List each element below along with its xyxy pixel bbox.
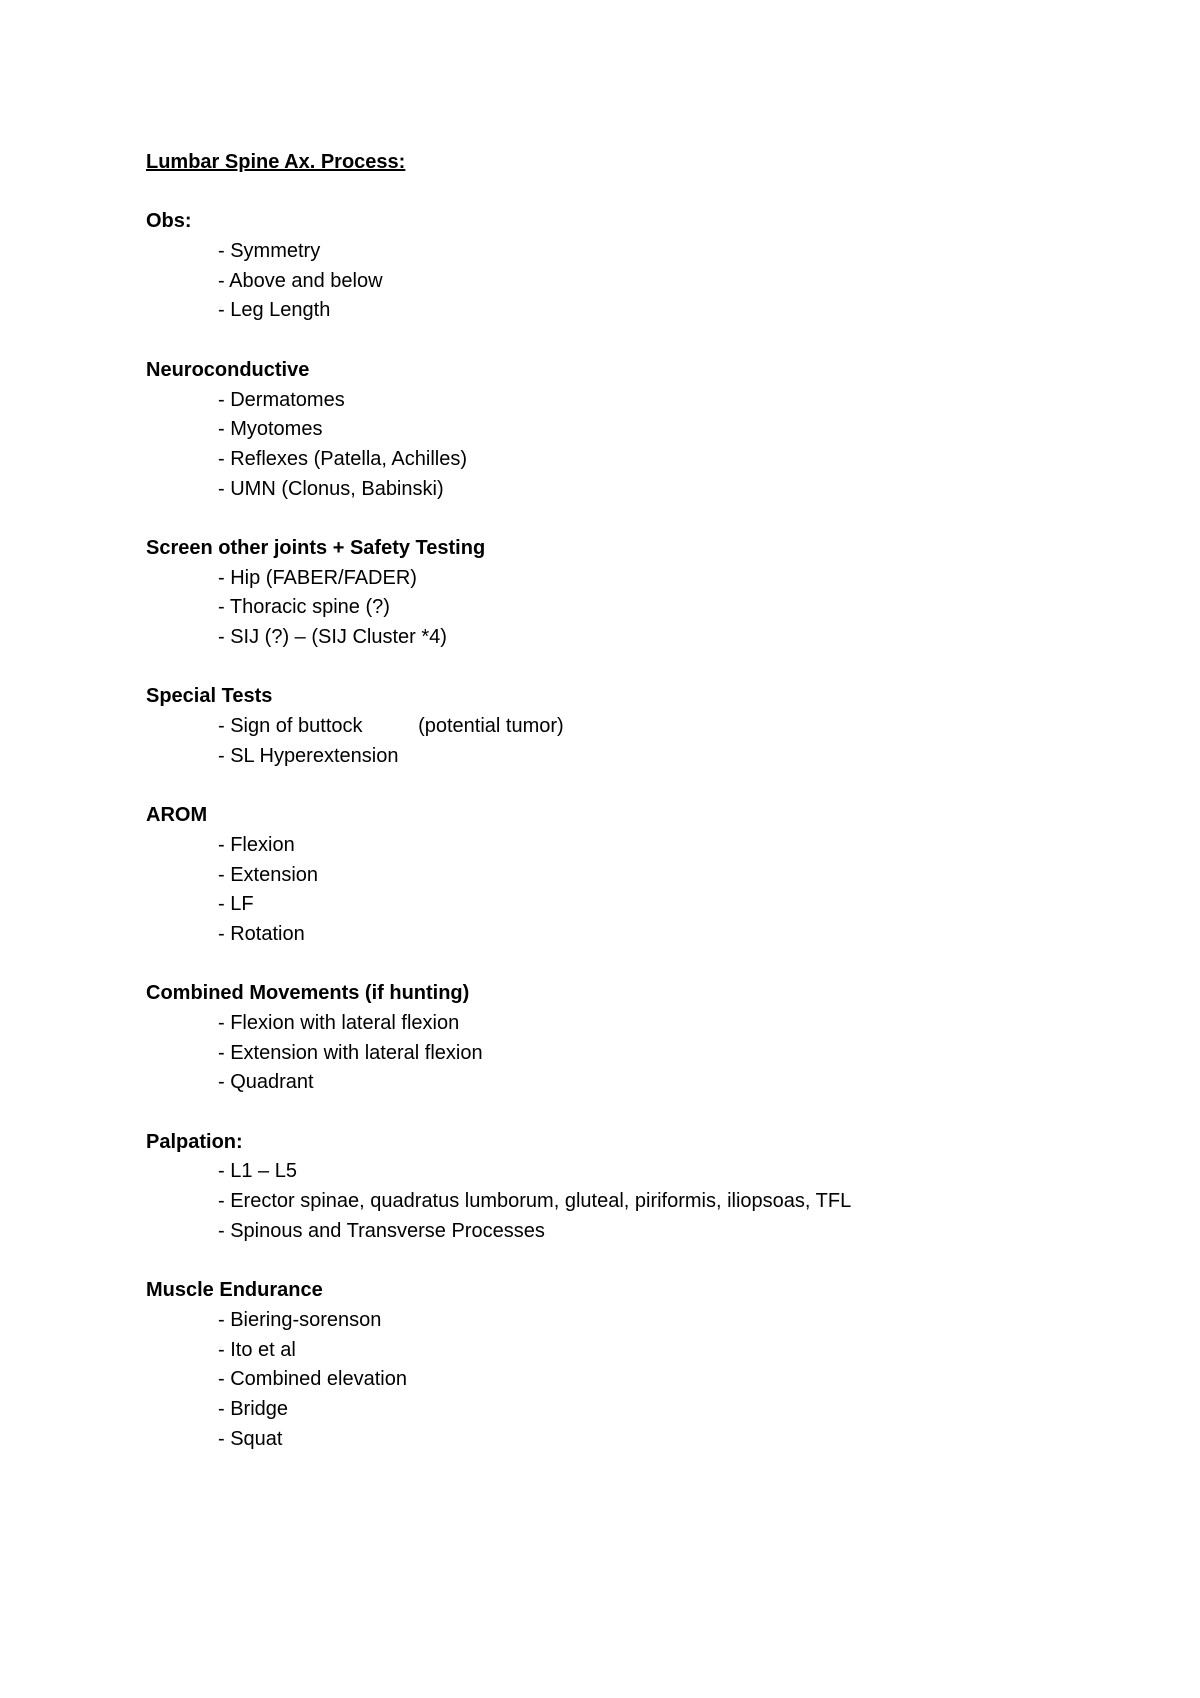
list-item: - Flexion [218,833,295,856]
list-item: - Erector spinae, quadratus lumborum, gluteal, piriformis, iliopsoas, TFL [218,1190,852,1213]
document-title: Lumbar Spine Ax. Process: [146,151,406,173]
section-heading: Obs: [146,210,192,233]
list-item: - Spinous and Transverse Processes [218,1219,545,1242]
list-item: - Quadrant [218,1071,314,1094]
list-item: - Ito et al [218,1338,296,1361]
section-heading: Palpation: [146,1130,243,1153]
list-item: - Hip (FABER/FADER) [218,566,417,589]
section-special-tests [146,682,1146,771]
section-muscle-endurance [146,1276,1146,1454]
section-combined-movements [146,979,1146,1098]
list-item: - Squat [218,1427,283,1450]
list-item: - Above and below [218,269,383,292]
section-heading: Muscle Endurance [146,1279,323,1302]
list-item: - Symmetry [218,240,321,263]
document-body [146,148,1146,1484]
section-screen-other-joints [146,534,1146,653]
list-item: - Dermatomes [218,388,345,411]
list-item: - Biering-sorenson [218,1308,382,1331]
list-item: - Flexion with lateral flexion [218,1011,460,1034]
list-item: - Reflexes (Patella, Achilles) [218,447,467,470]
list-item: - Bridge [218,1397,289,1420]
section-heading: Combined Movements (if hunting) [146,982,470,1005]
section-heading: AROM [146,804,208,827]
list-item: - Thoracic spine (?) [218,596,390,619]
list-item: - SL Hyperextension [218,744,399,767]
section-arom [146,801,1146,949]
list-item: - Leg Length [218,299,331,322]
list-item: - Extension [218,863,319,886]
list-item: - UMN (Clonus, Babinski) [218,477,444,500]
list-item: - Sign of buttock (potential tumor) [218,715,564,738]
list-item: - Extension with lateral flexion [218,1041,483,1064]
list-item: - Rotation [218,922,305,945]
list-item: - Combined elevation [218,1368,407,1391]
section-heading: Screen other joints + Safety Testing [146,536,486,559]
section-neuroconductive [146,356,1146,504]
section-heading: Neuroconductive [146,358,310,381]
section-palpation [146,1128,1146,1247]
list-item: - Myotomes [218,418,323,441]
list-item: - LF [218,893,254,916]
list-item: - SIJ (?) – (SIJ Cluster *4) [218,626,447,648]
section-obs [146,207,1146,326]
section-heading: Special Tests [146,685,273,708]
list-item: - L1 – L5 [218,1160,297,1183]
